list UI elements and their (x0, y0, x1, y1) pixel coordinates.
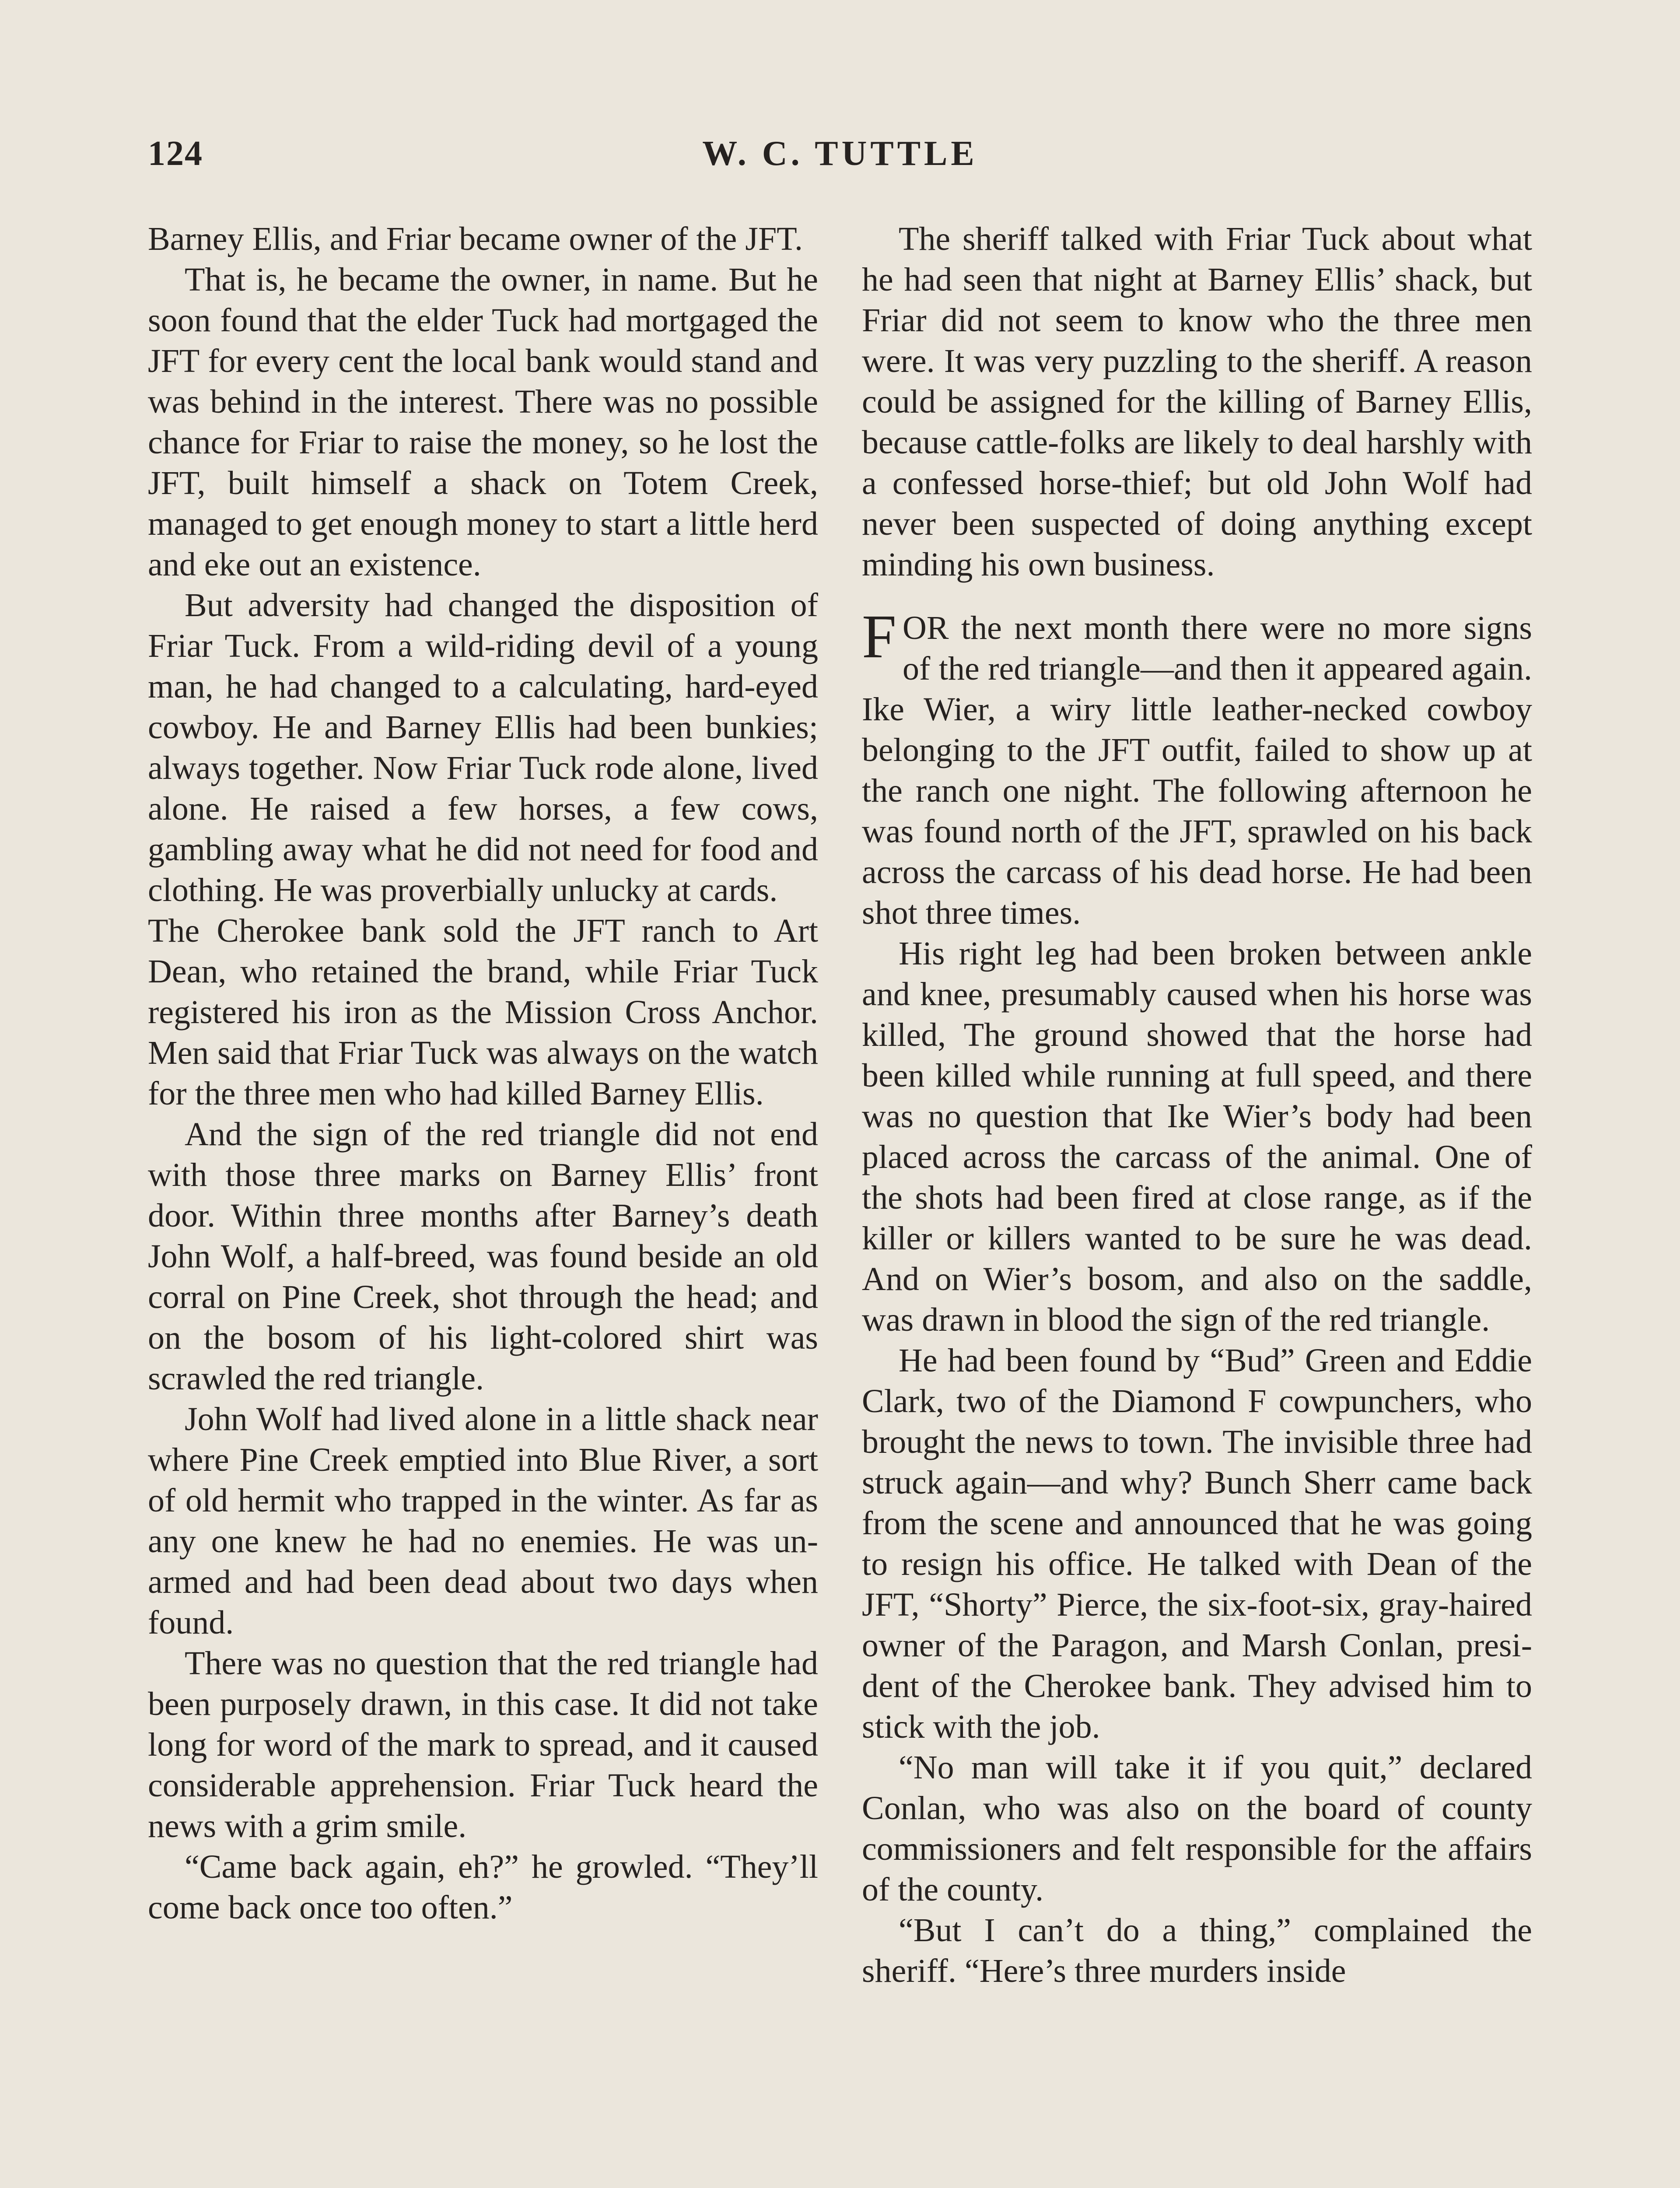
paragraph: His right leg had been broken between ankle and knee, presumably caused when his horse was killed, The ground showed that the horse had been killed while running at full speed, and there was no question that Ike Wier’s body had been placed across the carcass of the animal. One of the shots had been fired at close range, as if the killer or killers wanted to be sure he was dead. And on Wier’s bosom, and also on the saddle, was drawn in blood the sign of the red triangle. (862, 935, 1532, 1338)
paragraph: The Cherokee bank sold the JFT ranch to Art Dean, who retained the brand, while Friar Tuck registered his iron as the Mission Cross Anchor. Men said that Friar Tuck was always on the watch for the three men who had killed Barney Ellis. (148, 912, 818, 1112)
left-column (148, 219, 818, 1928)
paragraph: And the sign of the red triangle did not end with those three marks on Barney Ellis’ front door. Within three months after Barney’s death John Wolf, a half-breed, was found beside an old corral on Pine Creek, shot through the head; and on the bosom of his light-colored shirt was scrawled the red triangle. (148, 1116, 818, 1397)
right-column (862, 219, 1532, 1992)
paragraph: The sheriff talked with Friar Tuck about what he had seen that night at Barney Ellis’ shack, but Friar did not seem to know who the three men were. It was very puzzling to the sheriff. A reason could be assigned for the killing of Barney Ellis, because cattle-folks are likely to deal harshly with a confessed horse-thief; but old John Wolf had never been suspected of doing anything except minding his own business. (862, 221, 1532, 583)
paragraph: There was no question that the red triangle had been purposely drawn, in this case. It did not take long for word of the mark to spread, and it caused considerable apprehension. Friar Tuck heard the news with a grim smile. (148, 1645, 818, 1844)
drop-cap: F (862, 602, 896, 671)
paragraph: He had been found by “Bud” Green and Eddie Clark, two of the Diamond F cowpunchers, who brought the news to town. The invisible three had struck again—and why? Bunch Sherr came back from the scene and announced that he was going to resign his office. He talked with Dean of the JFT, “Shorty” Pierce, the six-foot-six, gray-haired owner of the Paragon, and Marsh Conlan, president of the Cherokee bank. They advised him to stick with the job. (862, 1342, 1532, 1745)
paragraph: “Came back again, eh?” he growled. “They’ll come back once too often.” (148, 1848, 818, 1926)
drop-cap-lead: OR (902, 610, 949, 646)
paragraph: Barney Ellis, and Friar became owner of the JFT. (148, 221, 803, 257)
paragraph: “No man will take it if you quit,” declared Conlan, who was also on the board of county commissioners and felt responsible for the affairs of the county. (862, 1749, 1532, 1908)
page-header (148, 130, 1532, 178)
paragraph: “But I can’t do a thing,” complained the sheriff. “Here’s three murders inside (862, 1912, 1532, 1989)
section-opening-paragraph (862, 602, 1532, 933)
paragraph: That is, he became the owner, in name. But he soon found that the elder Tuck had mortgaged the JFT for every cent the local bank would stand and was behind in the interest. There was no possible chance for Friar to raise the money, so he lost the JFT, built himself a shack on Totem Creek, managed to get enough money to start a little herd and eke out an existence. (148, 261, 818, 583)
running-head: W. C. TUTTLE (702, 134, 978, 173)
paragraph: John Wolf had lived alone in a little shack near where Pine Creek emptied into Blue River, a sort of old hermit who trapped in the winter. As far as any one knew he had no enemies. He was unarmed and had been dead about two days when found. (148, 1401, 818, 1641)
paragraph-text: the next month there were no more signs of the red triangle—and then it appeared again. Ike Wier, a wiry little leather-necked cowboy belonging to the JFT outfit, failed to show up at the ranch one night. The following afternoon he was found north of the JFT, sprawled on his back across the carcass of his dead horse. He had been shot three times. (862, 610, 1532, 931)
page-number: 124 (148, 134, 203, 173)
paragraph: But adversity had changed the disposition of Friar Tuck. From a wild-riding devil of a young man, he had changed to a calculating, hard-eyed cowboy. He and Barney Ellis had been bunkies; always together. Now Friar Tuck rode alone, lived alone. He raised a few horses, a few cows, gambling away what he did not need for food and clothing. He was proverbially unlucky at cards. (148, 587, 818, 908)
